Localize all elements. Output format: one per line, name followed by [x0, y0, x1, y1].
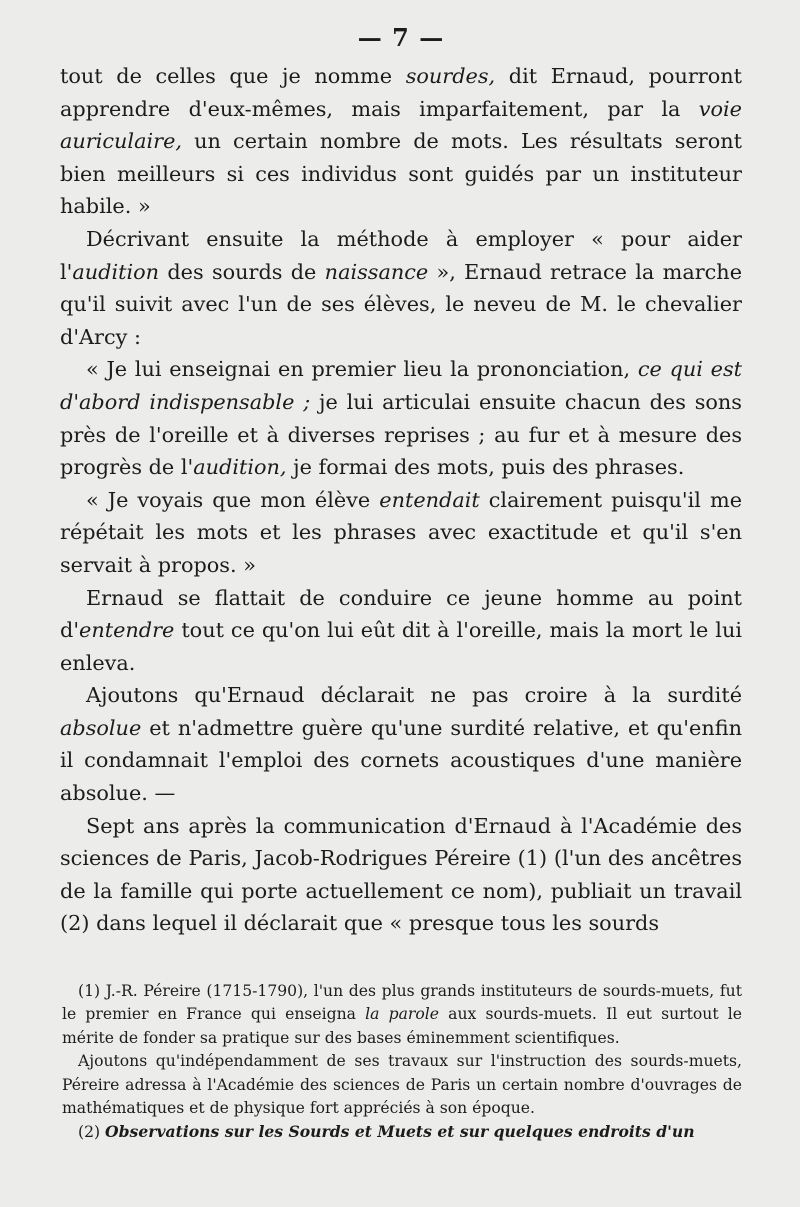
italic-text: entendre	[79, 618, 175, 643]
italic-text: sourdes,	[405, 64, 496, 88]
paragraph	[60, 223, 742, 353]
text-run: Sept ans après la communication d'Ernaud à l'Académie des sciences de Paris, Jacob-Rodrigues Péreire (1) (l'un des ancêtres de la famille qui porte actuellement ce nom), publiait un travail (2) dans lequel il déclarait que « presque tous les sourds	[60, 813, 742, 936]
footnote-gap	[60, 940, 742, 980]
text-run: tout ce qu'on lui eût dit à l'oreille, mais la mort le lui enleva.	[60, 618, 742, 675]
italic-text: la parole	[365, 1005, 439, 1024]
paragraph	[60, 679, 742, 809]
text-run: Ajoutons qu'indépendamment de ses travaux sur l'instruction des sourds-muets, Péreire adressa à l'Académie des sciences de Paris un certain nombre d'ouvrages de mathématiques et de physique fort appréciés à son époque.	[62, 1052, 742, 1118]
text-run: « Je voyais que mon élève	[86, 487, 380, 512]
footnotes	[60, 980, 742, 1145]
text-run: dit Ernaud, pourront apprendre d'eux-mêmes, mais imparfaitement, par la	[60, 64, 742, 121]
italic-text: Observations sur les Sourds et Muets et sur quelques endroits d'un	[105, 1122, 695, 1142]
text-run: Ernaud se flattait de conduire ce jeune homme au point d'	[60, 585, 742, 643]
italic-text: audition,	[193, 455, 287, 480]
paragraph	[60, 810, 742, 940]
text-run: je lui articulai ensuite chacun des sons près de l'oreille et à diverses reprises ; au fur et à mesure des progrès de l'	[60, 389, 742, 480]
text-run: « Je lui enseignai en premier lieu la prononciation,	[86, 357, 638, 382]
text-run: des sourds de	[159, 259, 325, 284]
italic-text: ce qui est d'abord indispensable ;	[60, 357, 742, 414]
text-run: (1) J.-R. Péreire (1715-1790), l'un des plus grands instituteurs de sourds-muets, fut le premier en France qui enseigna	[62, 982, 742, 1024]
text-run: (2)	[78, 1123, 106, 1142]
italic-text: voie auriculaire,	[60, 96, 742, 154]
text-run: clairement puisqu'il me répétait les mots et les phrases avec exactitude et qu'il s'en servait à propos. »	[60, 487, 743, 577]
italic-text: naissance	[324, 259, 429, 284]
body-text	[60, 60, 742, 940]
paragraph	[60, 484, 742, 582]
footnote	[62, 980, 742, 1050]
italic-text: audition	[72, 259, 160, 284]
page-number: — 7 —	[357, 23, 445, 52]
text-run: et n'admettre guère qu'une surdité relative, et qu'enfin il condamnait l'emploi des cornets acoustiques d'une manière absolue. —	[60, 715, 742, 806]
italic-text: entendait	[379, 487, 480, 512]
footnote	[62, 1120, 742, 1144]
text-run: », Ernaud retrace la marche qu'il suivit avec l'un de ses élèves, le neveu de M. le chevalier d'Arcy :	[60, 259, 743, 349]
paragraph	[60, 353, 742, 483]
text-run: tout de celles que je nomme	[60, 64, 406, 88]
text-run: je formai des mots, puis des phrases.	[286, 455, 685, 480]
text-run: aux sourds-muets. Il eut surtout le mérite de fonder sa pratique sur des bases éminemment scientifiques.	[62, 1005, 743, 1047]
text-run: Ajoutons qu'Ernaud déclarait ne pas croire à la surdité	[86, 683, 742, 708]
paragraph	[60, 582, 742, 680]
text-run: un certain nombre de mots. Les résultats seront bien meilleurs si ces individus sont guidés par un instituteur habile. »	[60, 129, 742, 219]
italic-text: absolue	[60, 715, 142, 740]
paragraph	[60, 60, 742, 223]
text-run: Décrivant ensuite la méthode à employer « pour aider l'	[60, 226, 742, 284]
footnote	[62, 1050, 742, 1120]
